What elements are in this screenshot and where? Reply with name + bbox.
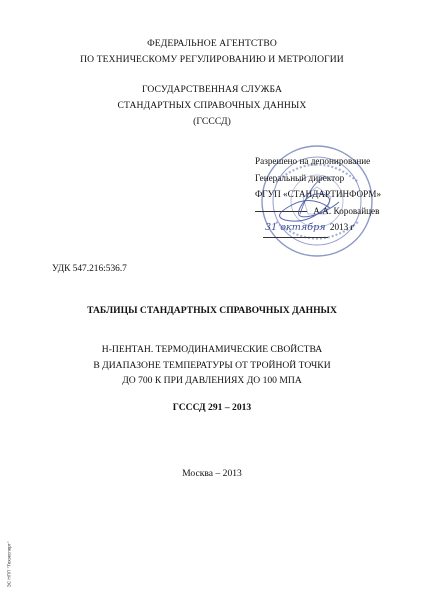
approval-line-2: Генеральный директор	[255, 172, 345, 183]
subtitle-line-3: ДО 700 К ПРИ ДАВЛЕНИЯХ ДО 100 МПА	[122, 375, 302, 386]
service-line-2: СТАНДАРТНЫХ СПРАВОЧНЫХ ДАННЫХ	[117, 100, 307, 111]
signatory-name: А.А. Коровайцев	[313, 205, 380, 216]
subtitle-line-2: В ДИАПАЗОНЕ ТЕМПЕРАТУРЫ ОТ ТРОЙНОЙ ТОЧКИ	[93, 359, 331, 371]
handwritten-date: 31 октября	[263, 220, 328, 238]
service-line-3: (ГСССД)	[193, 116, 231, 127]
agency-line-1: ФЕДЕРАЛЬНОЕ АГЕНТСТВО	[147, 38, 277, 49]
city-year: Москва – 2013	[182, 468, 242, 479]
date-row	[255, 219, 381, 238]
agency-line-2: ПО ТЕХНИЧЕСКОМУ РЕГУЛИРОВАНИЮ И МЕТРОЛОГИИ	[80, 54, 344, 65]
side-watermark-text: ЭС НПП "Техэксперт"	[6, 541, 12, 588]
document-title: ТАБЛИЦЫ СТАНДАРТНЫХ СПРАВОЧНЫХ ДАННЫХ	[87, 305, 337, 316]
udk-code: УДК 547.216:536.7	[52, 264, 127, 274]
approval-line-3: ФГУП «СТАНДАРТИНФОРМ»	[255, 189, 382, 199]
signature-line	[255, 211, 307, 212]
approval-block	[255, 153, 381, 238]
signature-row	[255, 203, 381, 220]
service-line-1: ГОСУДАРСТВЕННАЯ СЛУЖБА	[141, 84, 283, 95]
subtitle-line-1: Н-ПЕНТАН. ТЕРМОДИНАМИЧЕСКИЕ СВОЙСТВА	[101, 344, 323, 355]
approval-year: 2013 г	[329, 222, 355, 232]
side-watermark	[4, 520, 12, 590]
document-subtitle	[0, 342, 424, 389]
agency-header	[0, 36, 424, 68]
approval-line-1: Разрешено на депонирование	[255, 156, 371, 166]
service-header	[0, 82, 424, 130]
standard-code: ГСССД 291 – 2013	[172, 402, 252, 413]
